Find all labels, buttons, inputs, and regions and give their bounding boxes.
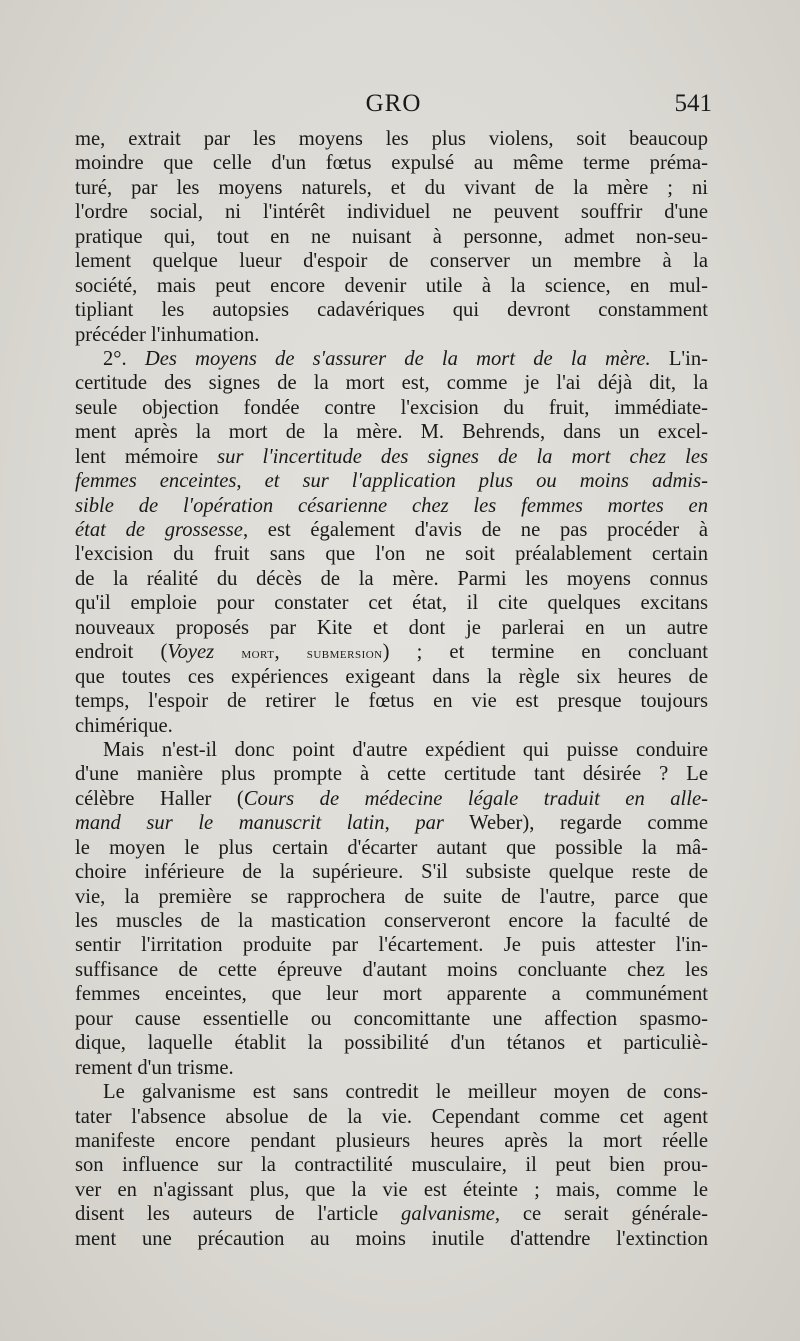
text-line: lement quelque lueur d'espoir de conserver un membre à la [75, 250, 708, 273]
text-line: dique, laquelle établit la possibilité d'un tétanos et particuliè- [75, 1032, 708, 1055]
text-line: ment après la mort de la mère. M. Behrends, dans un excel- [75, 421, 708, 444]
page-number: 541 [674, 90, 712, 117]
body-text [75, 127, 708, 1251]
text-line: moindre que celle d'un fœtus expulsé au même terme préma- [75, 152, 708, 175]
text-line: disent les auteurs de l'article galvanisme, ce serait générale- [75, 1203, 708, 1226]
text-line: femmes enceintes, et sur l'application plus ou moins admis- [75, 470, 709, 493]
text-line: l'ordre social, ni l'intérêt individuel ne peuvent souffrir d'une [75, 201, 708, 224]
text-line: pratique qui, tout en ne nuisant à personne, admet non-seu- [75, 225, 708, 248]
text-line: état de grossesse, est également d'avis de ne pas procéder à [75, 519, 708, 541]
text-line: me, extrait par les moyens les plus violens, soit beaucoup [75, 128, 708, 150]
text-line: Mais n'est-il donc point d'autre expédient qui puisse conduire [103, 738, 708, 761]
text-line: seule objection fondée contre l'excision du fruit, immédiate- [75, 396, 708, 419]
text-line: certitude des signes de la mort est, comme je l'ai déjà dit, la [75, 372, 708, 395]
text-line: choire inférieure de la supérieure. S'il subsiste quelque reste de [75, 861, 708, 884]
text-line: que toutes ces expériences exigeant dans la règle six heures de [75, 665, 708, 688]
text-line: suffisance de cette épreuve d'autant moins concluante chez les [75, 958, 708, 981]
text-line: vie, la première se rapprochera de suite de l'autre, parce que [75, 885, 708, 908]
text-line: endroit (Voyez mort, submersion) ; et termine en concluant [75, 641, 709, 664]
text-line: 2°. Des moyens de s'assurer de la mort de la mère. L'in- [103, 347, 708, 370]
text-line: turé, par les moyens naturels, et du vivant de la mère ; ni [75, 176, 708, 199]
text-line: l'excision du fruit sans que l'on ne soit préalablement certain [75, 543, 708, 566]
text-line: sible de l'opération césarienne chez les femmes mortes en [75, 494, 708, 517]
text-line: le moyen le plus certain d'écarter autant que possible la mâ- [75, 836, 708, 859]
text-line: temps, l'espoir de retirer le fœtus en vie est presque toujours [75, 690, 708, 713]
text-line: d'une manière plus prompte à cette certitude tant désirée ? Le [75, 763, 708, 786]
text-line: qu'il emploie pour constater cet état, il cite quelques excitans [75, 592, 708, 615]
text-line: femmes enceintes, que leur mort apparente a communément [75, 983, 708, 1006]
text-line: de la réalité du décès de la mère. Parmi les moyens connus [75, 567, 708, 590]
text-line: tipliant les autopsies cadavériques qui devront constamment [75, 299, 708, 322]
text-line: société, mais peut encore devenir utile à la science, en mul- [75, 274, 708, 297]
running-head-title: GRO [365, 90, 422, 117]
text-line: sentir l'irritation produite par l'écartement. Je puis attester l'in- [75, 934, 708, 957]
text-line: les muscles de la mastication conserveront encore la faculté de [75, 910, 708, 932]
text-line: mand sur le manuscrit latin, par Weber), regarde comme [75, 812, 708, 835]
text-line: manifeste encore pendant plusieurs heures après la mort réelle [75, 1129, 708, 1152]
text-line: ver en n'agissant plus, que la vie est éteinte ; mais, comme le [75, 1178, 708, 1201]
text-line: nouveaux proposés par Kite et dont je parlerai en un autre [75, 616, 708, 639]
text-line: rement d'un trisme. [75, 1056, 234, 1079]
text-line: chimérique. [75, 714, 173, 737]
text-line: pour cause essentielle ou concomittante une affection spasmo- [75, 1007, 708, 1030]
text-line: précéder l'inhumation. [75, 323, 260, 346]
text-line: son influence sur la contractilité musculaire, il peut bien prou- [75, 1154, 708, 1177]
text-line: Le galvanisme est sans contredit le meilleur moyen de cons- [103, 1081, 708, 1104]
text-line: ment une précaution au moins inutile d'attendre l'extinction [75, 1227, 708, 1250]
text-line: célèbre Haller (Cours de médecine légale traduit en alle- [75, 787, 708, 810]
text-line: lent mémoire sur l'incertitude des signes de la mort chez les [75, 445, 708, 468]
running-head [75, 90, 712, 122]
text-line: tater l'absence absolue de la vie. Cependant comme cet agent [75, 1105, 708, 1128]
